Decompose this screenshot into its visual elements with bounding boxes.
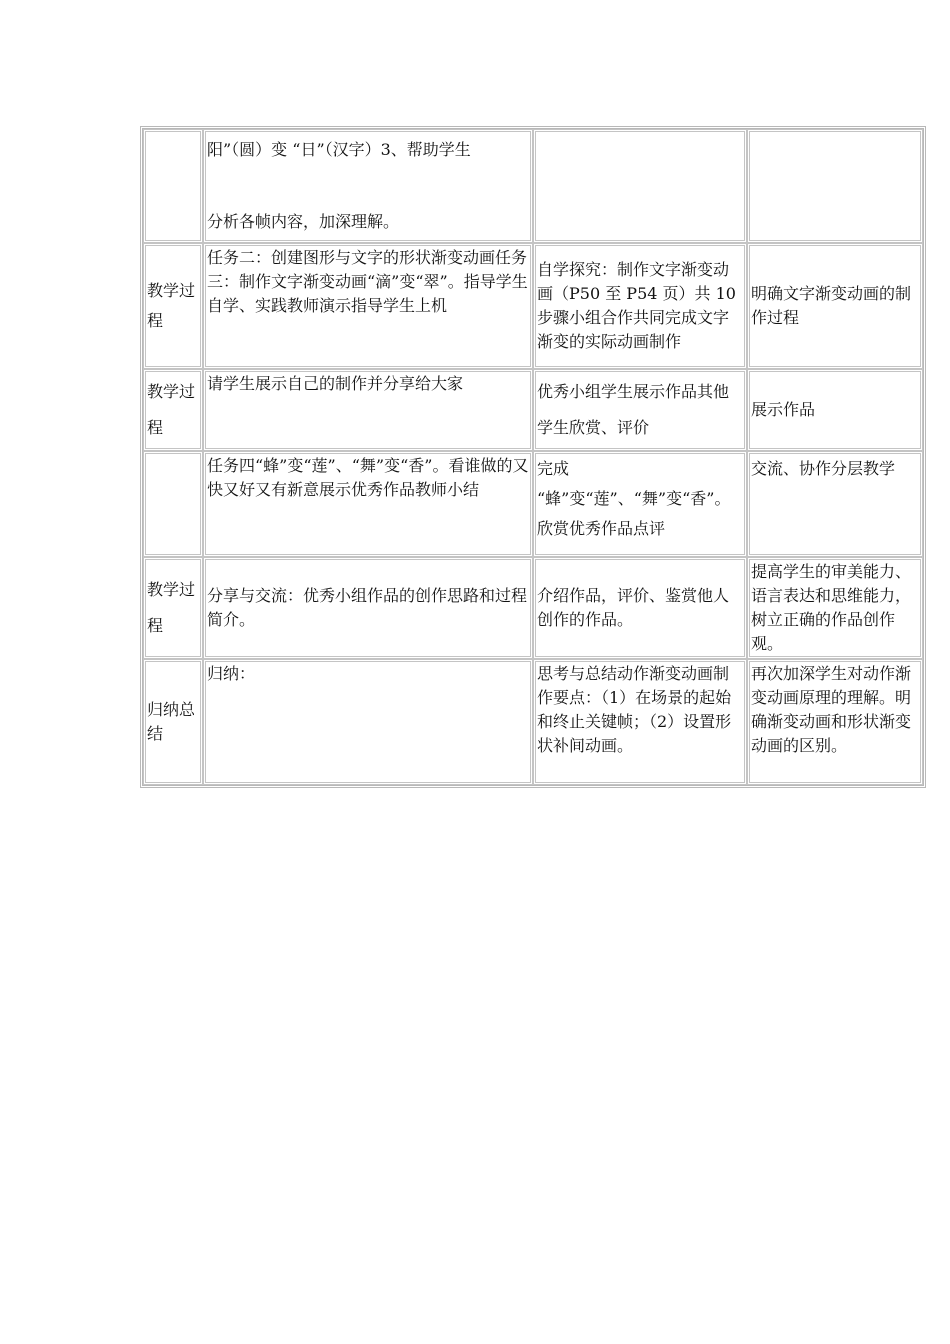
teacher-activity-cell: 任务二：创建图形与文字的形状渐变动画任务三：制作文字渐变动画“滴”变“翠”。指导学生自学、实践教师演示指导学生上机 <box>203 243 533 369</box>
teacher-activity-cell: 任务四“蜂”变“莲”、“舞”变“香”。看谁做的又快又好又有新意展示优秀作品教师小结 <box>203 451 533 557</box>
stage-cell: 教学过程 <box>143 557 203 659</box>
student-activity-cell: 自学探究：制作文字渐变动画（P50 至 P54 页）共 10 步骤小组合作共同完成文字渐变的实际动画制作 <box>533 243 747 369</box>
design-intent-cell <box>747 129 923 243</box>
design-intent-cell: 提高学生的审美能力、语言表达和思维能力，树立正确的作品创作观。 <box>747 557 923 659</box>
design-intent-cell: 展示作品 <box>747 369 923 451</box>
stage-cell: 归纳总结 <box>143 659 203 785</box>
stage-cell <box>143 451 203 557</box>
table-row <box>143 557 923 659</box>
table-row <box>143 243 923 369</box>
design-intent-cell: 再次加深学生对动作渐变动画原理的理解。明确渐变动画和形状渐变动画的区别。 <box>747 659 923 785</box>
teacher-activity-cell: 归纳： <box>203 659 533 785</box>
table-row <box>143 369 923 451</box>
student-activity-cell: 完成 “蜂”变“莲”、“舞”变“香”。 欣赏优秀作品点评 <box>533 451 747 557</box>
design-intent-cell: 交流、协作分层教学 <box>747 451 923 557</box>
student-activity-cell: 思考与总结动作渐变动画制作要点：（1）在场景的起始和终止关键帧；（2）设置形状补间动画。 <box>533 659 747 785</box>
lesson-plan-table <box>140 126 926 788</box>
design-intent-cell: 明确文字渐变动画的制作过程 <box>747 243 923 369</box>
stage-cell <box>143 129 203 243</box>
table-row <box>143 659 923 785</box>
student-activity-cell: 介绍作品，评价、鉴赏他人创作的作品。 <box>533 557 747 659</box>
table-row <box>143 129 923 243</box>
student-activity-cell <box>533 129 747 243</box>
teacher-activity-cell: 阳”（圆）变 “日”（汉字）3、帮助学生 分析各帧内容，加深理解。 <box>203 129 533 243</box>
table-row <box>143 451 923 557</box>
teacher-activity-cell: 分享与交流：优秀小组作品的创作思路和过程简介。 <box>203 557 533 659</box>
stage-cell: 教学过程 <box>143 243 203 369</box>
teacher-activity-cell: 请学生展示自己的制作并分享给大家 <box>203 369 533 451</box>
stage-cell: 教学过程 <box>143 369 203 451</box>
student-activity-cell: 优秀小组学生展示作品其他学生欣赏、评价 <box>533 369 747 451</box>
